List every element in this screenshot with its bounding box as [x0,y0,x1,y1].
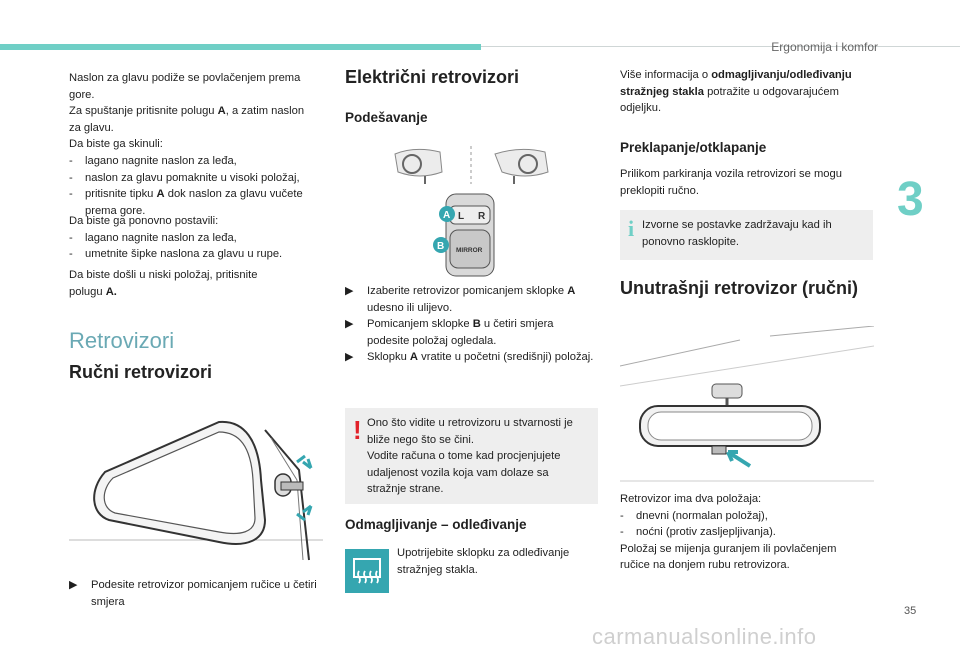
rear-defrost-icon [345,549,389,593]
list-item: - lagano nagnite naslon za leđa, [69,154,237,167]
remove-steps [69,153,329,219]
switch-label-r: R [478,211,486,222]
interior-mirror-illustration [620,326,874,482]
section-title: Ergonomija i komfor [771,40,878,54]
refit-intro: Da biste ga ponovno postavili: [69,215,219,227]
info-icon: i [628,216,635,241]
info-box: i Izvorne se postavke zadržavaju kad ih ponovno rasklopite. [620,210,873,260]
positions-text: Retrovizor ima dva položaja: - dnevni (normalan položaj), - noćni (protiv zasljepljivanja). Položaj se mijenja guranjem ili povlačenjem ručice na donjem rubu retrovizora. [620,491,880,574]
interior-mirror-heading: Unutrašnji retrovizor (ručni) [620,278,859,298]
adjustment-steps [345,283,595,366]
callout-b: B [437,241,445,252]
header-rule [481,46,960,47]
manual-mirror-step [69,577,324,610]
intro-line: Za spuštanje pritisnite polugu A, a zatim naslon [69,105,305,118]
watermark: carmanualsonline.info [592,624,817,649]
headrest-refit [69,213,329,263]
adjustment-heading: Podešavanje [345,110,428,125]
switch-label-l: L [458,211,465,222]
list-item: - lagano nagnite naslon za leđa, [69,231,237,244]
section-heading: Retrovizori [69,328,175,353]
intro-line: Da biste ga skinuli: [69,138,163,151]
intro-line: gore. [69,88,95,101]
list-item: - umetnite šipke naslona za glavu u rupe. [69,248,283,261]
list-item: - dnevni (normalan položaj), [620,509,768,522]
defrost-text: Upotrijebite sklopku za odleđivanje stražnjeg stakla. [397,547,570,576]
mirror-switch-illustration [390,140,560,280]
intro-line: za glavu. [69,121,114,134]
folding-heading: Preklapanje/otklapanje [620,140,767,155]
header-accent-bar [0,44,481,50]
list-item: ▶ Podesite retrovizor pomicanjem ručice u četiri smjera [69,579,317,608]
list-item: - noćni (protiv zasljepljivanja). [620,526,776,539]
refit-steps [69,230,329,263]
warning-icon: ! [353,415,362,445]
page-number: 35 [904,605,917,617]
switch-label-mirror: MIRROR [456,247,483,254]
more-info-text: Više informacija o odmagljivanju/odleđivanju stražnjeg stakla potražite u odgovarajućem odjeljku. [620,69,852,115]
list-item: ▶ Izaberite retrovizor pomicanjem sklopke A udesno ili ulijevo. [345,285,576,314]
manual-mirror-illustration [69,410,323,565]
list-item: - pritisnite tipku A dok naslon za glavu vučete prema gore. [69,188,303,217]
electric-mirrors-heading: Električni retrovizori [345,67,520,87]
list-item: ▶ Pomicanjem sklopke B u četiri smjera podesite položaj ogledala. [345,318,554,347]
chapter-number: 3 [897,173,924,226]
manual-mirror-heading: Ručni retrovizori [69,362,213,382]
defrost-heading: Odmagljivanje – odleđivanje [345,517,527,532]
headrest-intro [69,70,329,219]
low-position-text: Da biste došli u niski položaj, pritisnite polugu A. [69,269,258,298]
list-item: ▶ Sklopku A vratite u početni (središnji) položaj. [345,351,594,364]
intro-line: Naslon za glavu podiže se povlačenjem prema [69,72,301,84]
folding-text: Prilikom parkiranja vozila retrovizori se mogu preklopiti ručno. [620,168,842,197]
callout-a: A [443,210,451,221]
warning-box: ! Ono što vidite u retrovizoru u stvarnosti je bliže nego što se čini. Vodite računa o tome kad procjenjujete udaljenost vozila koja vam dolaze sa stražnje strane. [345,408,598,504]
list-item: - naslon za glavu pomaknite u visoki položaj, [69,171,300,184]
